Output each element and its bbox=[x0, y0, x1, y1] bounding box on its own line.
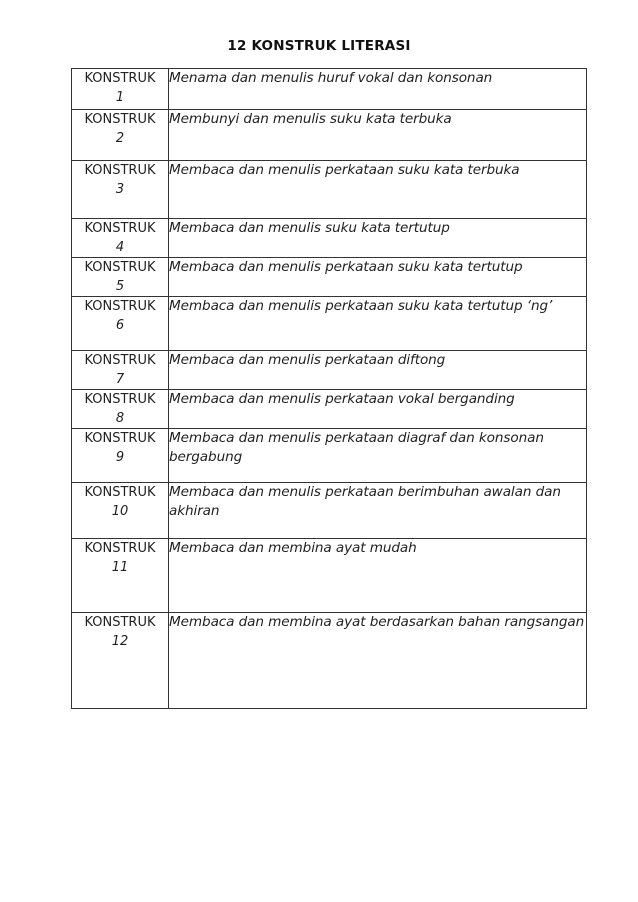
konstruk-description-cell bbox=[169, 483, 587, 539]
table-row bbox=[72, 539, 587, 613]
konstruk-number: 10 bbox=[111, 504, 129, 519]
konstruk-label: KONSTRUK bbox=[84, 299, 156, 314]
page-title: 12 KONSTRUK LITERASI bbox=[227, 38, 411, 54]
table-row bbox=[72, 390, 587, 429]
konstruk-number: 3 bbox=[115, 182, 125, 197]
table-row bbox=[72, 613, 587, 709]
konstruk-code-cell bbox=[72, 539, 169, 613]
konstruk-code-cell bbox=[72, 297, 169, 351]
konstruk-number: 5 bbox=[115, 279, 125, 294]
konstruk-description-cell bbox=[169, 110, 587, 161]
table-row bbox=[72, 219, 587, 258]
konstruk-number: 1 bbox=[115, 90, 125, 105]
konstruk-code-cell bbox=[72, 110, 169, 161]
konstruk-number: 9 bbox=[115, 450, 125, 465]
konstruk-label: KONSTRUK bbox=[84, 260, 156, 275]
konstruk-label: KONSTRUK bbox=[84, 163, 156, 178]
konstruk-description-cell bbox=[169, 613, 587, 709]
konstruk-label: KONSTRUK bbox=[84, 485, 156, 500]
konstruk-code-cell bbox=[72, 613, 169, 709]
konstruk-label: KONSTRUK bbox=[84, 392, 156, 407]
konstruk-label: KONSTRUK bbox=[84, 431, 156, 446]
konstruk-code-cell bbox=[72, 258, 169, 297]
konstruk-number: 4 bbox=[115, 240, 125, 255]
konstruk-description: Membaca dan menulis perkataan suku kata tertutup bbox=[169, 259, 523, 275]
table-row bbox=[72, 110, 587, 161]
konstruk-code-cell bbox=[72, 161, 169, 219]
konstruk-description-cell bbox=[169, 539, 587, 613]
konstruk-description-cell bbox=[169, 69, 587, 110]
konstruk-number: 8 bbox=[115, 411, 125, 426]
konstruk-description: Membunyi dan menulis suku kata terbuka bbox=[169, 111, 452, 127]
konstruk-code-cell bbox=[72, 390, 169, 429]
konstruk-table bbox=[71, 68, 587, 709]
table-row bbox=[72, 483, 587, 539]
konstruk-description: Membaca dan menulis perkataan vokal berganding bbox=[169, 391, 515, 407]
konstruk-description-cell bbox=[169, 390, 587, 429]
konstruk-number: 2 bbox=[115, 131, 125, 146]
table-row bbox=[72, 351, 587, 390]
konstruk-label: KONSTRUK bbox=[84, 112, 156, 127]
konstruk-description: Membaca dan menulis perkataan berimbuhan awalan dan akhiran bbox=[169, 484, 561, 519]
konstruk-description-cell bbox=[169, 429, 587, 483]
konstruk-description: Membaca dan menulis perkataan diagraf dan konsonan bergabung bbox=[169, 430, 544, 465]
table-row bbox=[72, 258, 587, 297]
konstruk-code-cell bbox=[72, 429, 169, 483]
konstruk-code-cell bbox=[72, 69, 169, 110]
konstruk-label: KONSTRUK bbox=[84, 541, 156, 556]
konstruk-code-cell bbox=[72, 351, 169, 390]
table-row bbox=[72, 297, 587, 351]
konstruk-description: Membaca dan membina ayat mudah bbox=[169, 540, 417, 556]
table-row bbox=[72, 69, 587, 110]
konstruk-label: KONSTRUK bbox=[84, 353, 156, 368]
konstruk-number: 12 bbox=[111, 634, 129, 649]
table-row bbox=[72, 161, 587, 219]
konstruk-number: 11 bbox=[111, 560, 129, 575]
konstruk-description-cell bbox=[169, 297, 587, 351]
konstruk-description: Menama dan menulis huruf vokal dan konsonan bbox=[169, 70, 493, 86]
konstruk-description: Membaca dan menulis suku kata tertutup bbox=[169, 220, 450, 236]
konstruk-description-cell bbox=[169, 219, 587, 258]
konstruk-description: Membaca dan menulis perkataan suku kata terbuka bbox=[169, 162, 520, 178]
konstruk-number: 7 bbox=[115, 372, 125, 387]
konstruk-label: KONSTRUK bbox=[84, 221, 156, 236]
konstruk-label: KONSTRUK bbox=[84, 615, 156, 630]
konstruk-number: 6 bbox=[115, 318, 125, 333]
konstruk-description-cell bbox=[169, 161, 587, 219]
konstruk-code-cell bbox=[72, 483, 169, 539]
konstruk-label: KONSTRUK bbox=[84, 71, 156, 86]
konstruk-description: Membaca dan membina ayat berdasarkan bahan rangsangan bbox=[169, 614, 585, 630]
konstruk-description: Membaca dan menulis perkataan diftong bbox=[169, 352, 446, 368]
konstruk-description-cell bbox=[169, 258, 587, 297]
konstruk-code-cell bbox=[72, 219, 169, 258]
table-row bbox=[72, 429, 587, 483]
konstruk-description-cell bbox=[169, 351, 587, 390]
konstruk-description: Membaca dan menulis perkataan suku kata tertutup ‘ng’ bbox=[169, 298, 553, 314]
